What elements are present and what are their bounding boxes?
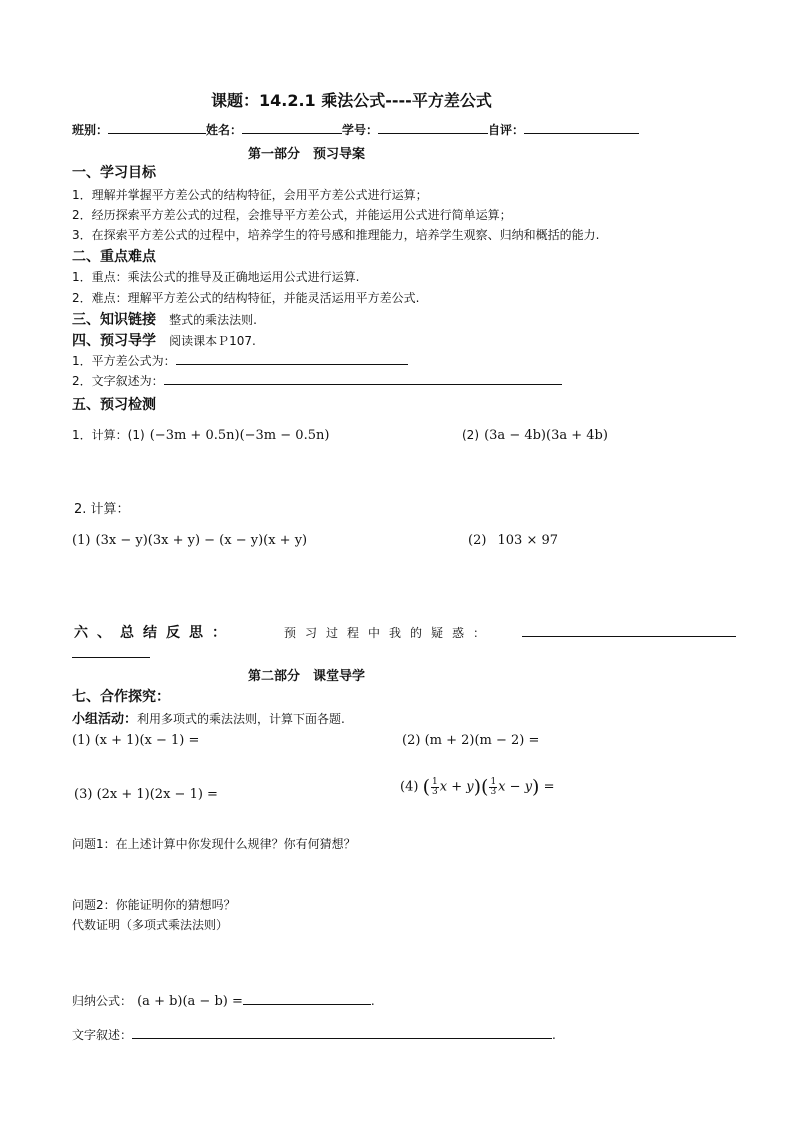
s7-e1-expr: (x + 1)(x − 1) = <box>94 733 200 748</box>
fraction <box>489 778 497 797</box>
s4-heading: 四、预习导学 <box>72 333 156 349</box>
name-blank[interactable] <box>242 121 342 134</box>
s7-formula-expr: (a + b)(a − b) = <box>137 994 243 1009</box>
left-paren: ( <box>481 776 489 798</box>
s7-formula-end: . <box>370 994 375 1008</box>
s7-words-blank[interactable] <box>132 1026 552 1039</box>
s1-item: 3．在探索平方差公式的过程中，培养学生的符号感和推理能力，培养学生观察、归纳和概括的能力. <box>72 228 600 242</box>
s5-q1a-expr: (−3m + 0.5n)(−3m − 0.5n) <box>149 428 330 443</box>
s7-e1-label: (1) <box>72 733 91 748</box>
student-info-line <box>72 121 639 138</box>
s4-text: 阅读课本Ｐ107. <box>169 334 256 348</box>
s6-heading: 六、总结反思： <box>74 625 235 641</box>
class-label: 班别： <box>72 123 109 137</box>
s5-q1b <box>462 424 608 443</box>
s7-formula-label: 归纳公式： <box>72 994 133 1008</box>
s7-e2-label: (2) <box>402 733 421 748</box>
s7-words-end: . <box>552 1028 556 1042</box>
part2-title: 第二部分 课堂导学 <box>248 669 366 684</box>
s5-q2b <box>468 529 558 548</box>
s4-q2 <box>72 372 562 389</box>
s7-question-2: 问题2：你能证明你的猜想吗？ <box>72 898 236 912</box>
s7-formula-line <box>72 990 375 1009</box>
name-label: 姓名： <box>206 123 243 137</box>
s7-formula-blank[interactable] <box>243 992 371 1005</box>
s7-e2 <box>402 733 539 748</box>
id-blank[interactable] <box>378 121 488 134</box>
s1-heading: 一、学习目标 <box>72 165 156 181</box>
s2-heading: 二、重点难点 <box>72 249 156 265</box>
fraction <box>431 778 439 797</box>
right-paren: ) <box>532 776 540 798</box>
s7-e4: (4) ( $\frac{1}{3}$ x + y)( $\frac{1}{3}$ x − y) = <box>400 776 555 798</box>
s7-e3-expr: (2x + 1)(2x − 1) = <box>96 787 218 802</box>
s5-q1b-expr: (3a − 4b)(3a + 4b) <box>484 428 608 443</box>
s5-q2a-label: (1) <box>72 533 91 548</box>
s4-q1-blank[interactable] <box>176 352 408 365</box>
s5-q1a <box>72 424 329 443</box>
s2-item: 2．难点：理解平方差公式的结构特征，并能灵活运用平方差公式. <box>72 291 420 305</box>
s3-text: 整式的乘法法则. <box>169 313 257 327</box>
s5-q2a-expr: (3x − y)(3x + y) − (x − y)(x + y) <box>95 533 308 548</box>
id-label: 学号： <box>342 123 379 137</box>
s2-item: 1．重点：乘法公式的推导及正确地运用公式进行运算. <box>72 270 360 284</box>
s7-question-1: 问题1：在上述计算中你发现什么规律？你有何猜想？ <box>72 837 356 851</box>
s7-e3-label: (3) <box>74 787 93 802</box>
s6-text: 预习过程中我的疑惑： <box>284 626 495 640</box>
s5-q2b-expr: 103 × 97 <box>497 533 559 548</box>
s7-proof-label: 代数证明（多项式乘法法则） <box>72 918 229 932</box>
s1-item: 2．经历探索平方差公式的过程，会推导平方差公式，并能运用公式进行简单运算； <box>72 208 512 222</box>
part1-title: 第一部分 预习导案 <box>248 147 366 162</box>
s7-activity <box>72 708 345 727</box>
s7-words-line <box>72 1024 556 1043</box>
s7-activity-text: 利用多项式的乘法法则，计算下面各题. <box>137 712 345 726</box>
fraction-numerator: 1 <box>431 776 438 787</box>
left-paren: ( <box>422 776 430 798</box>
class-blank[interactable] <box>108 121 206 134</box>
s4-q2-label: 2．文字叙述为： <box>72 374 164 388</box>
s7-e1 <box>72 733 199 748</box>
s4-q2-blank[interactable] <box>164 372 562 385</box>
s1-item: 1．理解并掌握平方差公式的结构特征，会用平方差公式进行运算； <box>72 188 428 202</box>
s3-heading: 三、知识链接 <box>72 312 156 328</box>
page-title: 课题：14.2.1 乘法公式----平方差公式 <box>211 91 492 110</box>
fraction-denominator: 3 <box>490 786 497 797</box>
s7-e4-label: (4) <box>400 779 419 795</box>
right-paren: ) <box>473 776 482 798</box>
s5-q2a <box>72 529 307 548</box>
s4-line <box>72 330 256 350</box>
s7-e3 <box>74 787 218 802</box>
s4-q1 <box>72 352 408 369</box>
fraction-denominator: 3 <box>431 786 438 797</box>
s5-heading: 五、预习检测 <box>72 397 156 413</box>
s5-q1b-label: (2) <box>462 428 479 442</box>
s7-heading: 七、合作探究： <box>72 689 170 705</box>
eval-label: 自评： <box>488 123 525 137</box>
s7-e2-expr: (m + 2)(m − 2) = <box>424 733 540 748</box>
s6-blank-line-2[interactable] <box>72 657 150 658</box>
s7-words-label: 文字叙述： <box>72 1028 133 1042</box>
s5-q1a-label: 1．计算：(1) <box>72 428 145 442</box>
s5-q2-label: 2. 计算： <box>74 502 130 517</box>
s7-activity-label: 小组活动： <box>72 712 138 727</box>
eval-blank[interactable] <box>524 121 639 134</box>
s4-q1-label: 1．平方差公式为： <box>72 354 176 368</box>
s6-blank-line-1[interactable] <box>522 636 736 637</box>
fraction-numerator: 1 <box>490 776 497 787</box>
s3-line <box>72 309 257 329</box>
s5-q2b-label: (2) <box>468 533 487 548</box>
